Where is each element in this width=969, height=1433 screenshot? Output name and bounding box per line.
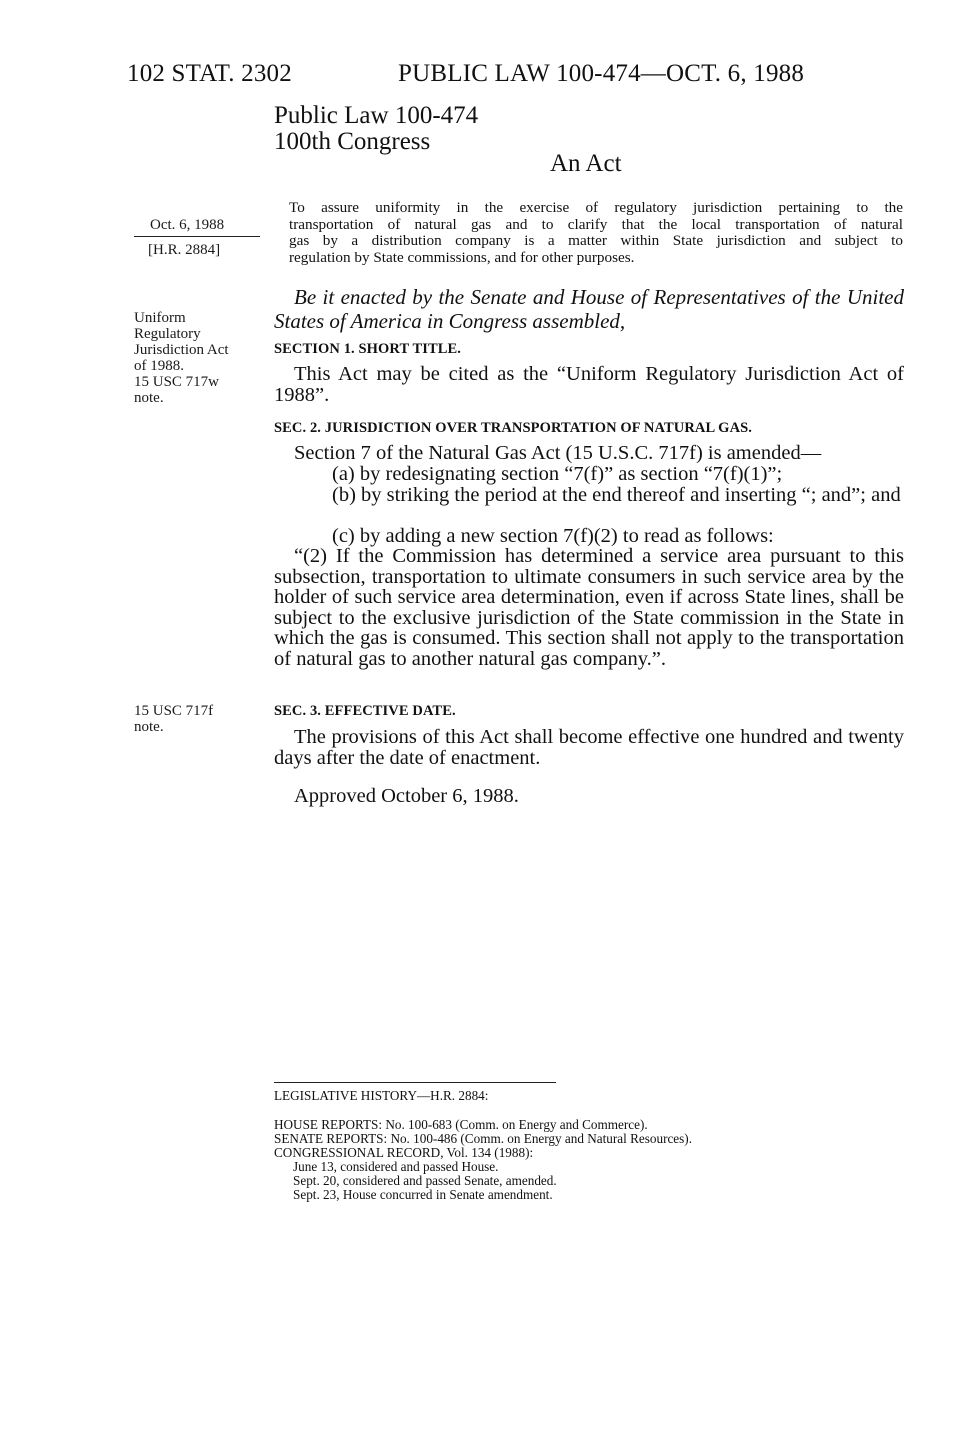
act-label: An Act	[550, 150, 622, 177]
sidenote-line: Uniform	[134, 310, 186, 326]
sidenote-usc-717f	[134, 703, 213, 735]
section-2-clause-c: (c) by adding a new section 7(f)(2) to read as follows:	[332, 525, 774, 547]
sidenote-divider	[134, 236, 260, 237]
section-3-text: The provisions of this Act shall become effective one hundred and twenty days after the date of enactment.	[274, 726, 904, 769]
section-3-heading: SEC. 3. EFFECTIVE DATE.	[274, 703, 456, 719]
purpose-line: regulation by State commissions, and for other purposes.	[289, 248, 635, 266]
section-2-clause-a: (a) by redesignating section “7(f)” as section “7(f)(1)”;	[332, 463, 783, 485]
history-title: LEGISLATIVE HISTORY—H.R. 2884:	[274, 1088, 489, 1103]
history-divider	[274, 1082, 556, 1083]
page-reference: 102 STAT. 2302	[127, 60, 292, 87]
section-2-intro: Section 7 of the Natural Gas Act (15 U.S.C. 717f) is amended—	[294, 442, 822, 464]
public-law-number: Public Law 100-474	[274, 102, 479, 129]
purpose-line: To assure uniformity in the exercise of regulatory jurisdiction pertaining to the	[289, 199, 903, 216]
sidenote-line: note.	[134, 719, 164, 735]
enacting-clause: Be it enacted by the Senate and House of Representatives of the United States of America in Congress assembled,	[274, 285, 904, 333]
history-event: Sept. 20, considered and passed Senate, amended.	[293, 1173, 557, 1188]
sidenote-line: Regulatory	[134, 326, 201, 342]
sidenote-act-name	[134, 310, 229, 406]
sidenote-line: 15 USC 717w	[134, 374, 220, 390]
purpose-clause	[289, 200, 903, 266]
history-event: June 13, considered and passed House.	[293, 1159, 499, 1174]
congress-label: 100th Congress	[274, 128, 431, 155]
sidenote-bill: [H.R. 2884]	[148, 242, 221, 258]
sidenote-line: of 1988.	[134, 358, 184, 374]
running-title: PUBLIC LAW 100-474—OCT. 6, 1988	[398, 60, 805, 87]
congressional-record: CONGRESSIONAL RECORD, Vol. 134 (1988):	[274, 1145, 534, 1160]
senate-reports: SENATE REPORTS: No. 100-486 (Comm. on Energy and Natural Resources).	[274, 1131, 692, 1146]
sidenote-line: note.	[134, 390, 164, 406]
approval-line: Approved October 6, 1988.	[294, 785, 519, 807]
section-2-quoted-text: “(2) If the Commission has determined a service area pursuant to this subsection, transportation to ultimate consumers in such service area by the holder of such service area determination, even if across State lines, shall be subject to the exclusive jurisdiction of the State commission in the State in which the gas is consumed. This section shall not apply to the transportation of natural gas to another natural gas company.”.	[274, 545, 904, 670]
sidenote-line: 15 USC 717f	[134, 703, 214, 719]
section-2-heading: SEC. 2. JURISDICTION OVER TRANSPORTATION OF NATURAL GAS.	[274, 420, 753, 436]
history-event: Sept. 23, House concurred in Senate amendment.	[293, 1187, 553, 1202]
sidenote-date: Oct. 6, 1988	[150, 217, 225, 233]
purpose-line: transportation of natural gas and to clarify that the local transportation of natural	[289, 215, 903, 233]
section-1-text: This Act may be cited as the “Uniform Regulatory Jurisdiction Act of 1988”.	[274, 363, 904, 406]
purpose-line: gas by a distribution company is a matter within State jurisdiction and subject to	[289, 232, 903, 249]
section-2-clause-b: (b) by striking the period at the end thereof and inserting “; and”; and	[332, 484, 901, 506]
section-1-heading: SECTION 1. SHORT TITLE.	[274, 341, 462, 357]
sidenote-line: Jurisdiction Act	[134, 342, 229, 358]
house-reports: HOUSE REPORTS: No. 100-683 (Comm. on Energy and Commerce).	[274, 1117, 648, 1132]
